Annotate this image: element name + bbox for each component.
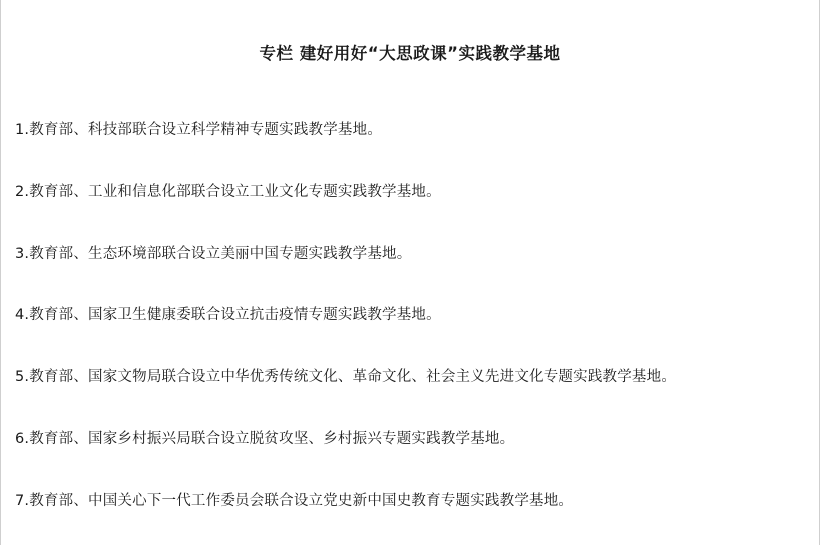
page-title: 专栏 建好用好“大思政课”实践教学基地 [259, 44, 561, 63]
document-content [1, 0, 819, 545]
teaching-base-list [13, 120, 807, 512]
list-item: 3.教育部、生态环境部联合设立美丽中国专题实践教学基地。 [15, 245, 412, 262]
list-item: 4.教育部、国家卫生健康委联合设立抗击疫情专题实践教学基地。 [15, 307, 441, 324]
list-item: 1.教育部、科技部联合设立科学精神专题实践教学基地。 [15, 122, 383, 139]
list-item: 5.教育部、国家文物局联合设立中华优秀传统文化、革命文化、社会主义先进文化专题实践教学基地。 [15, 369, 677, 386]
list-item: 6.教育部、国家乡村振兴局联合设立脱贫攻坚、乡村振兴专题实践教学基地。 [15, 430, 515, 447]
list-item: 7.教育部、中国关心下一代工作委员会联合设立党史新中国史教育专题实践教学基地。 [15, 492, 574, 509]
list-item: 2.教育部、工业和信息化部联合设立工业文化专题实践教学基地。 [15, 183, 441, 200]
